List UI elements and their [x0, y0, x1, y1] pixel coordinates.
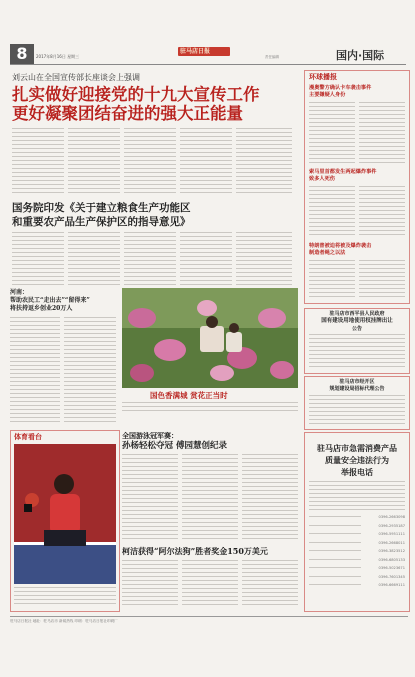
page-number: 8 [10, 44, 34, 64]
phone-label [309, 525, 361, 528]
sports-body-1-col-1 [122, 454, 178, 542]
sidebar-label: 环球播报 [309, 72, 337, 81]
phone-label [309, 516, 361, 519]
henan-kicker: 河南： [10, 289, 29, 296]
sidebar [304, 70, 410, 304]
hotline-title-3: 举报电话 [341, 467, 373, 477]
tender-notice [304, 376, 410, 430]
phone-label [309, 567, 361, 570]
phone-label [309, 584, 361, 587]
phone-number: 0396-2935187 [378, 523, 405, 528]
lead-body-col-3 [124, 128, 176, 194]
tender-notice-line-1: 驻马店市经开区 [339, 379, 375, 385]
photo-caption: 国色香满城 赏花正当时 [150, 391, 228, 400]
hotline-title-1: 驻马店市急需消费产品 [317, 443, 397, 453]
phone-number: 0396-5951111 [378, 532, 405, 536]
tender-notice-line-2: 规划建设局招标代理公告 [329, 386, 385, 392]
hotline-intro [309, 481, 405, 511]
issue-date: 2017年8月16日 星期三 [36, 54, 80, 59]
policy-story [10, 200, 298, 290]
sidebar-item1-headline-1: 漫奥警方确认卡车袭击事件 [309, 85, 372, 91]
sidebar-item1-headline-2: 主要嫌疑人身份 [309, 92, 346, 98]
henan-body-col-2 [64, 317, 116, 423]
sports-body-2-col-3 [242, 560, 298, 606]
editor-line: 责任编辑 [265, 55, 279, 59]
photo-story [122, 288, 298, 414]
land-notice-body [309, 334, 405, 370]
phone-row [309, 581, 405, 590]
land-notice [304, 308, 410, 374]
sports-headline-1b: 孙杨轻松夺冠 傅园慧创纪录 [122, 441, 227, 451]
phone-label [309, 542, 361, 545]
phone-row [309, 547, 405, 556]
policy-body-col-4 [180, 232, 232, 286]
sidebar-item3-headline-1: 特朗普被迫将被及爆炸袭击 [309, 243, 372, 249]
sidebar-item2-body-col-2 [359, 186, 405, 238]
policy-headline-2: 和重要农产品生产保护区的指导意见》 [12, 216, 191, 228]
phone-number: 0396-6805133 [378, 557, 405, 562]
phone-number: 0396-2663098 [378, 515, 405, 519]
phone-number: 0396-2668011 [378, 540, 405, 545]
sidebar-item2-body-col-1 [309, 186, 355, 238]
sidebar-item1-body-col-1 [309, 102, 355, 164]
hotline-notice [304, 432, 410, 612]
policy-body-col-2 [68, 232, 120, 286]
phone-row [309, 564, 405, 573]
land-notice-line-1: 驻马店市西平县人民政府 [329, 311, 385, 317]
lead-kicker: 刘云山在全国宣传部长座谈会上强调 [12, 73, 140, 82]
photo-caption-text [122, 402, 298, 412]
lead-body-col-4 [180, 128, 232, 194]
policy-body-col-1 [12, 232, 64, 286]
phone-number: 0396-7601345 [378, 574, 405, 579]
sports-photo-caption [14, 587, 116, 607]
sidebar-item3-body-col-1 [309, 260, 355, 298]
sidebar-item3-headline-2: 制造者绳之以法 [309, 250, 346, 256]
phone-row [309, 513, 405, 522]
policy-body-col-5 [236, 232, 292, 286]
sports-body-1-col-2 [182, 454, 238, 542]
henan-story [10, 287, 118, 427]
lead-body-col-2 [68, 128, 120, 194]
lead-headline-2: 更好凝聚团结奋进的强大正能量 [12, 104, 243, 123]
sidebar-item3-body-col-2 [359, 260, 405, 298]
phone-label [309, 533, 361, 536]
footer-rule [10, 616, 408, 617]
sports-headline-2: 柯洁获得“阿尔法狗”胜者奖金150万美元 [122, 546, 268, 556]
henan-headline-2: 将扶持返乡创业20万人 [10, 305, 73, 312]
land-notice-line-2: 国有建设用地使用权挂牌出让 [321, 318, 393, 324]
henan-body-col-1 [10, 317, 60, 423]
section-title: 国内·国际 [336, 49, 385, 62]
lead-story [10, 68, 298, 198]
phone-number: 0396-6669111 [378, 583, 405, 587]
phone-number: 0396-3823512 [378, 549, 405, 553]
table-tennis-photo [14, 444, 116, 584]
masthead-rule [10, 64, 406, 65]
sports-body-2-col-2 [182, 560, 238, 606]
sports-label: 体育看台 [14, 432, 42, 441]
land-notice-line-3: 公告 [351, 326, 362, 332]
hotline-title-2: 质量安全违法行为 [325, 455, 389, 465]
masthead-logo: 驻马店日报 [180, 48, 211, 55]
footer-text: 驻马店日报社 地址：驻马店市 新闻热线 印刷：驻马店日报社印刷厂 [10, 619, 118, 623]
sidebar-item1-body-col-2 [359, 102, 405, 164]
masthead [0, 0, 415, 62]
peony-photo [122, 288, 298, 388]
phone-row [309, 539, 405, 548]
henan-headline-1: 帮助农民工“走出去”“留得来” [10, 297, 90, 304]
sports-body-2-col-1 [122, 560, 178, 606]
policy-headline-1: 国务院印发《关于建立粮食生产功能区 [12, 202, 191, 214]
phone-row [309, 530, 405, 539]
phone-label [309, 559, 361, 562]
phone-number: 0396-5023671 [378, 566, 405, 570]
sports-stories [122, 430, 298, 610]
phone-list [309, 513, 405, 590]
lead-headline-1: 扎实做好迎接党的十九大宣传工作 [12, 85, 260, 104]
lead-body-col-1 [12, 128, 64, 194]
phone-label [309, 576, 361, 579]
phone-label [309, 550, 361, 553]
phone-row [309, 573, 405, 582]
lead-body-col-5 [236, 128, 292, 194]
tender-notice-body [309, 395, 405, 426]
logo-seal-icon [178, 47, 230, 56]
sidebar-item2-headline-2: 致多人死伤 [309, 176, 335, 182]
sidebar-item2-headline-1: 索马里首都发生两起爆炸事件 [309, 169, 377, 175]
phone-row [309, 522, 405, 531]
sports-body-1-col-3 [242, 454, 298, 542]
sports-section [10, 430, 120, 612]
policy-body-col-3 [124, 232, 176, 286]
sports-headline-1a: 全国游泳冠军赛： [122, 431, 178, 440]
phone-row [309, 556, 405, 565]
